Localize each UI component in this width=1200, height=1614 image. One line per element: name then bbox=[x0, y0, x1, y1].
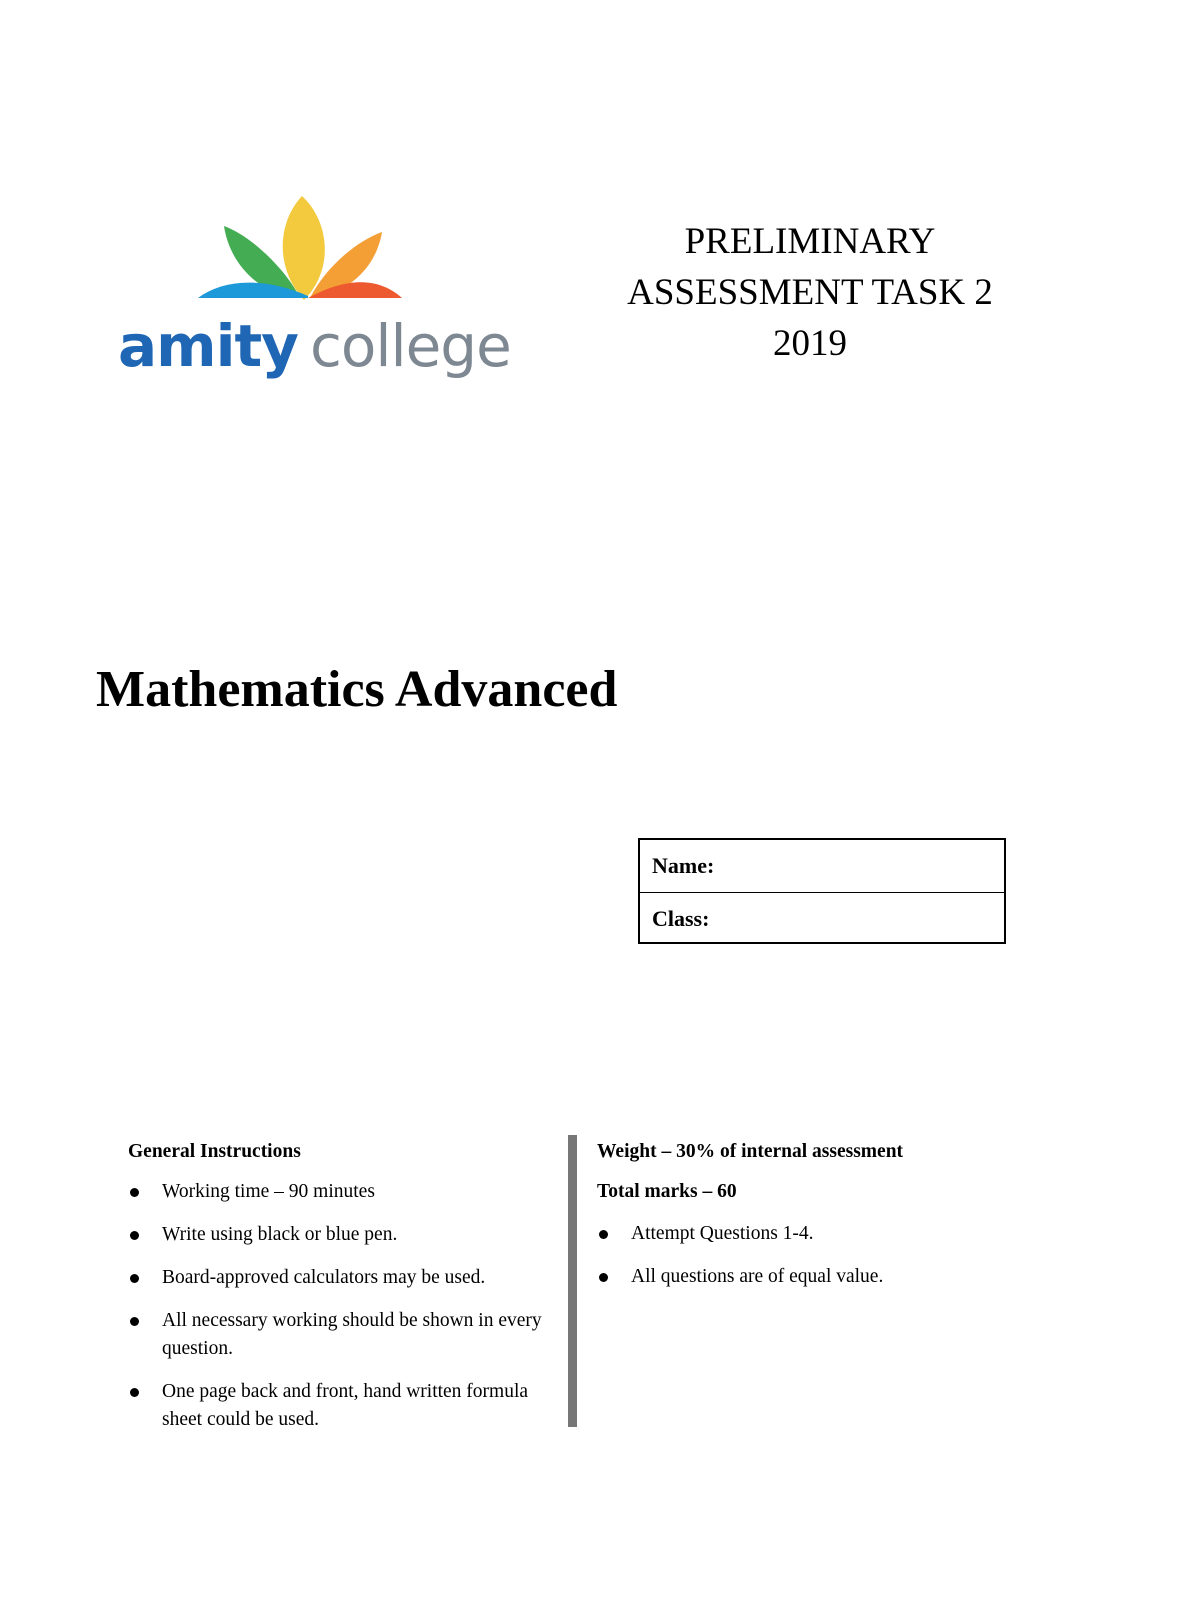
assessment-info-list bbox=[597, 1220, 1017, 1291]
header-line-preliminary: PRELIMINARY bbox=[684, 221, 936, 262]
assessment-header bbox=[600, 216, 1020, 369]
instructions-heading: General Instructions bbox=[128, 1141, 301, 1162]
bullet-icon bbox=[130, 1274, 139, 1283]
column-divider bbox=[568, 1135, 577, 1427]
list-item: Write using black or blue pen. bbox=[128, 1221, 558, 1249]
bullet-icon bbox=[130, 1388, 139, 1397]
list-item: Attempt Questions 1-4. bbox=[597, 1220, 1017, 1248]
list-item: All necessary working should be shown in every question. bbox=[128, 1307, 558, 1363]
bullet-icon bbox=[599, 1273, 608, 1282]
logo-wordmark bbox=[118, 312, 511, 380]
name-field[interactable] bbox=[640, 840, 1004, 892]
total-marks-text: Total marks – 60 bbox=[597, 1181, 737, 1202]
list-item: Board-approved calculators may be used. bbox=[128, 1264, 558, 1292]
instructions-list bbox=[128, 1178, 558, 1434]
logo-word-amity: amity bbox=[118, 312, 298, 380]
school-logo bbox=[112, 196, 512, 396]
lotus-logo-icon bbox=[112, 196, 512, 306]
list-item: One page back and front, hand written formula sheet could be used. bbox=[128, 1378, 558, 1434]
assessment-info bbox=[597, 1140, 1017, 1306]
subject-title: Mathematics Advanced bbox=[96, 661, 618, 718]
bullet-icon bbox=[130, 1317, 139, 1326]
list-item: All questions are of equal value. bbox=[597, 1263, 1017, 1291]
list-item: Working time – 90 minutes bbox=[128, 1178, 558, 1206]
name-label: Name: bbox=[652, 853, 715, 878]
bullet-icon bbox=[599, 1230, 608, 1239]
bullet-icon bbox=[130, 1231, 139, 1240]
student-details-box bbox=[638, 838, 1006, 944]
bullet-icon bbox=[130, 1188, 139, 1197]
header-line-task: ASSESSMENT TASK 2 bbox=[627, 272, 993, 313]
weight-text: Weight – 30% of internal assessment bbox=[597, 1141, 904, 1162]
header-year: 2019 bbox=[773, 323, 847, 364]
class-label: Class: bbox=[652, 906, 710, 931]
logo-word-college: college bbox=[310, 312, 511, 380]
class-field[interactable] bbox=[640, 892, 1004, 944]
general-instructions bbox=[128, 1140, 558, 1449]
